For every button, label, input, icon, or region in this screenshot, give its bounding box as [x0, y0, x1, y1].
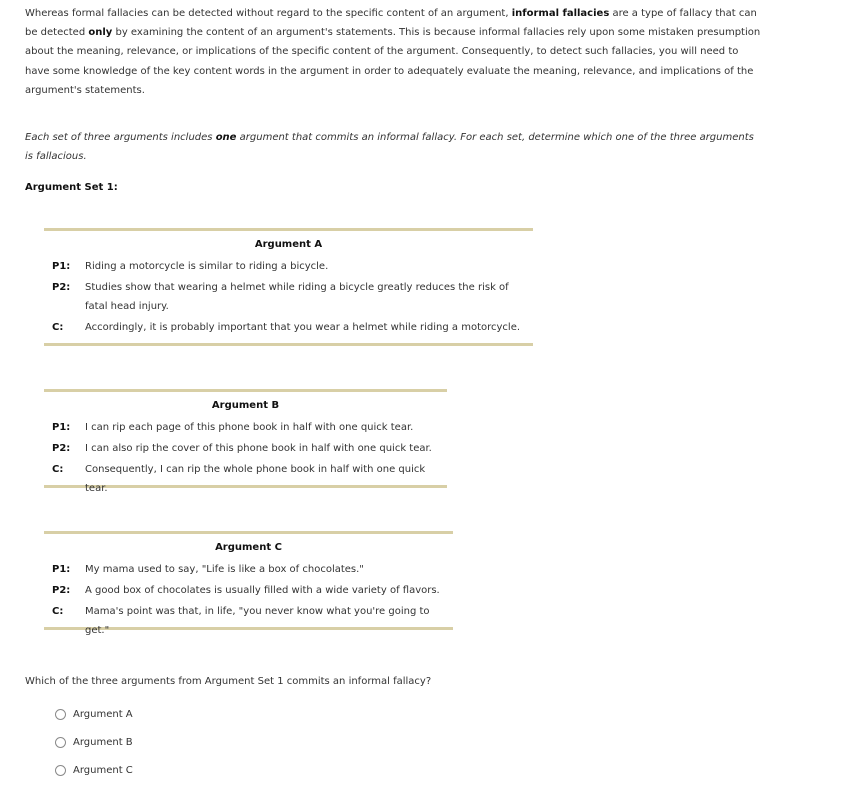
option-argument-c[interactable] — [55, 765, 133, 776]
argument-row — [44, 460, 447, 499]
intro-text-1: Whereas formal fallacies can be detected without regard to the specific content of an argument, — [25, 8, 512, 19]
intro-bold-informal-fallacies: informal fallacies — [511, 8, 610, 19]
radio-button[interactable] — [55, 737, 66, 748]
row-label: C: — [52, 463, 64, 475]
argument-row — [44, 602, 453, 641]
row-label: C: — [52, 322, 64, 333]
option-label[interactable]: Argument C — [73, 765, 133, 776]
argument-row — [44, 318, 533, 337]
radio-button[interactable] — [55, 765, 66, 776]
option-argument-b[interactable] — [55, 737, 133, 748]
row-text: Riding a motorcycle is similar to riding a bicycle. — [85, 261, 329, 272]
argument-title: Argument A — [254, 239, 323, 250]
row-label: P1: — [52, 261, 71, 272]
row-label: C: — [52, 605, 64, 617]
argument-row — [44, 257, 533, 276]
question-text: Which of the three arguments from Argument Set 1 commits an informal fallacy? — [25, 676, 432, 687]
argument-c-box — [44, 531, 453, 636]
argument-row — [44, 418, 447, 437]
instructions-bold-one: one — [215, 132, 237, 143]
instructions-paragraph — [25, 128, 765, 166]
row-text: Consequently, I can rip the whole phone book in half with one quick tear. — [85, 463, 426, 494]
intro-text-3: by examining the content of an argument's statements. This is because informal fallacies rely upon some mistaken presumption about the meaning, relevance, or implications of the specific content of the argument. Consequently, to detect such fallacies, you will need to have some knowledge of the key content words in the argument in order to adequately evaluate the meaning, relevance, and implications of the argument's statements. — [25, 27, 761, 96]
option-argument-a[interactable] — [55, 709, 133, 720]
row-label: P2: — [52, 584, 71, 596]
row-label: P2: — [52, 442, 71, 454]
argument-row — [44, 560, 453, 579]
argument-a-box — [44, 228, 533, 346]
radio-button[interactable] — [55, 709, 66, 720]
argument-title: Argument C — [215, 542, 282, 553]
row-text: My mama used to say, "Life is like a box of chocolates." — [85, 564, 364, 575]
row-text: A good box of chocolates is usually filled with a wide variety of flavors. — [85, 584, 440, 596]
instructions-text-2: argument that commits an informal fallacy. For each set, determine which one of the three arguments is fallacious. — [25, 132, 754, 162]
intro-paragraph — [25, 4, 765, 100]
option-label[interactable]: Argument B — [73, 737, 133, 748]
argument-set-title: Argument Set 1: — [25, 182, 118, 193]
row-label: P1: — [52, 564, 71, 575]
row-label: P2: — [52, 281, 71, 293]
row-label: P1: — [52, 422, 71, 433]
row-text: I can also rip the cover of this phone book in half with one quick tear. — [85, 442, 432, 454]
argument-row — [44, 581, 453, 600]
row-text: Mama's point was that, in life, "you never know what you're going to get." — [85, 605, 430, 636]
instructions-text-1: Each set of three arguments includes — [25, 132, 216, 143]
intro-bold-only: only — [88, 27, 113, 39]
option-label[interactable]: Argument A — [73, 709, 133, 720]
intro-text-2: are a type of fallacy that can be detected — [25, 8, 757, 39]
row-text: I can rip each page of this phone book in half with one quick tear. — [85, 422, 414, 433]
argument-row — [44, 278, 533, 317]
row-text: Studies show that wearing a helmet while riding a bicycle greatly reduces the risk of fatal head injury. — [85, 281, 509, 313]
argument-b-box — [44, 389, 447, 494]
row-text: Accordingly, it is probably important that you wear a helmet while riding a motorcycle. — [85, 322, 521, 333]
argument-row — [44, 439, 447, 458]
argument-title: Argument B — [211, 400, 280, 411]
